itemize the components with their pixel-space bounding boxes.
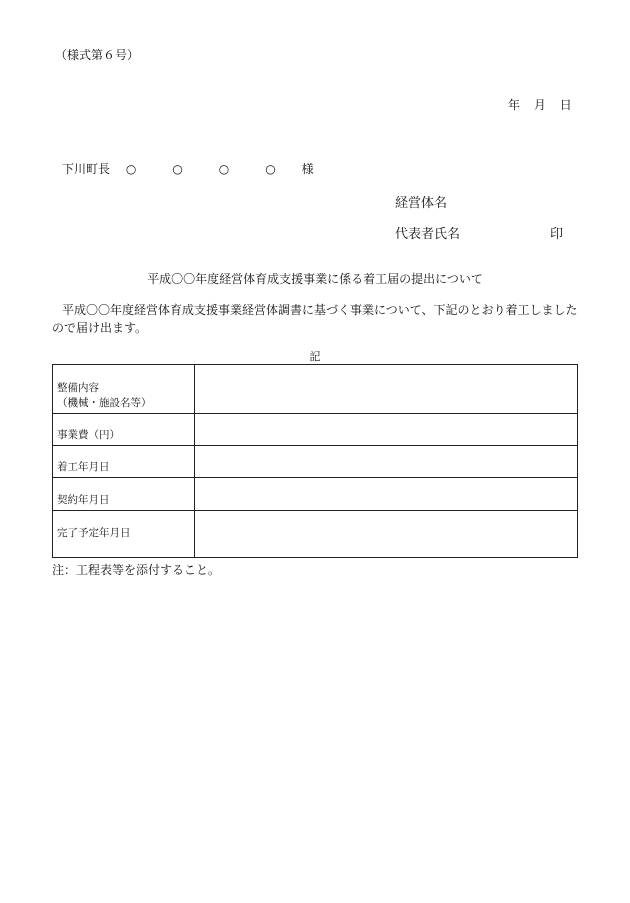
row-label-line: 整備内容 [57,382,99,394]
row-value-cost[interactable] [195,414,578,446]
addressee-honorific: 様 [301,162,314,176]
table-row [53,365,578,414]
table-row [53,414,578,446]
row-label-equipment [53,365,195,414]
row-value-contract-date[interactable] [195,478,578,511]
row-label-start-date: 着工年月日 [53,446,195,478]
date-line [508,96,582,113]
attachment-note: 注：工程表等を添付すること。 [52,563,221,577]
document-title: 平成〇〇年度経営体育成支援事業に係る着工届の提出について [147,272,483,286]
form-number: （様式第６号） [55,48,140,62]
addressee-placeholder: ○ ○ ○ ○ [125,162,288,176]
row-value-equipment[interactable] [195,365,578,414]
form-table [52,364,578,558]
row-label-contract-date: 契約年月日 [53,478,195,511]
addressee [62,160,314,177]
operator-name-label: 経営体名 [395,196,448,211]
date-year: 年 [508,98,521,112]
row-label-cost: 事業費（円） [53,414,195,446]
row-value-completion-date[interactable] [195,511,578,558]
row-label-completion-date: 完了予定年月日 [53,511,195,558]
body-text: 平成〇〇年度経営体育成支援事業経営体調書に基づく事業について、下記のとおり着工しましたので届け出ます。 [52,303,578,335]
representative-name-label: 代表者氏名 [395,227,461,242]
date-month: 月 [533,98,546,112]
date-day: 日 [559,98,572,112]
table-row [53,446,578,478]
addressee-title: 下川町長 [62,162,111,176]
seal-mark: 印 [550,227,564,242]
table-row [53,511,578,558]
row-value-start-date[interactable] [195,446,578,478]
table-row [53,478,578,511]
ki-heading: 記 [309,350,321,363]
row-label-line: （機械・施設名等） [57,397,152,409]
